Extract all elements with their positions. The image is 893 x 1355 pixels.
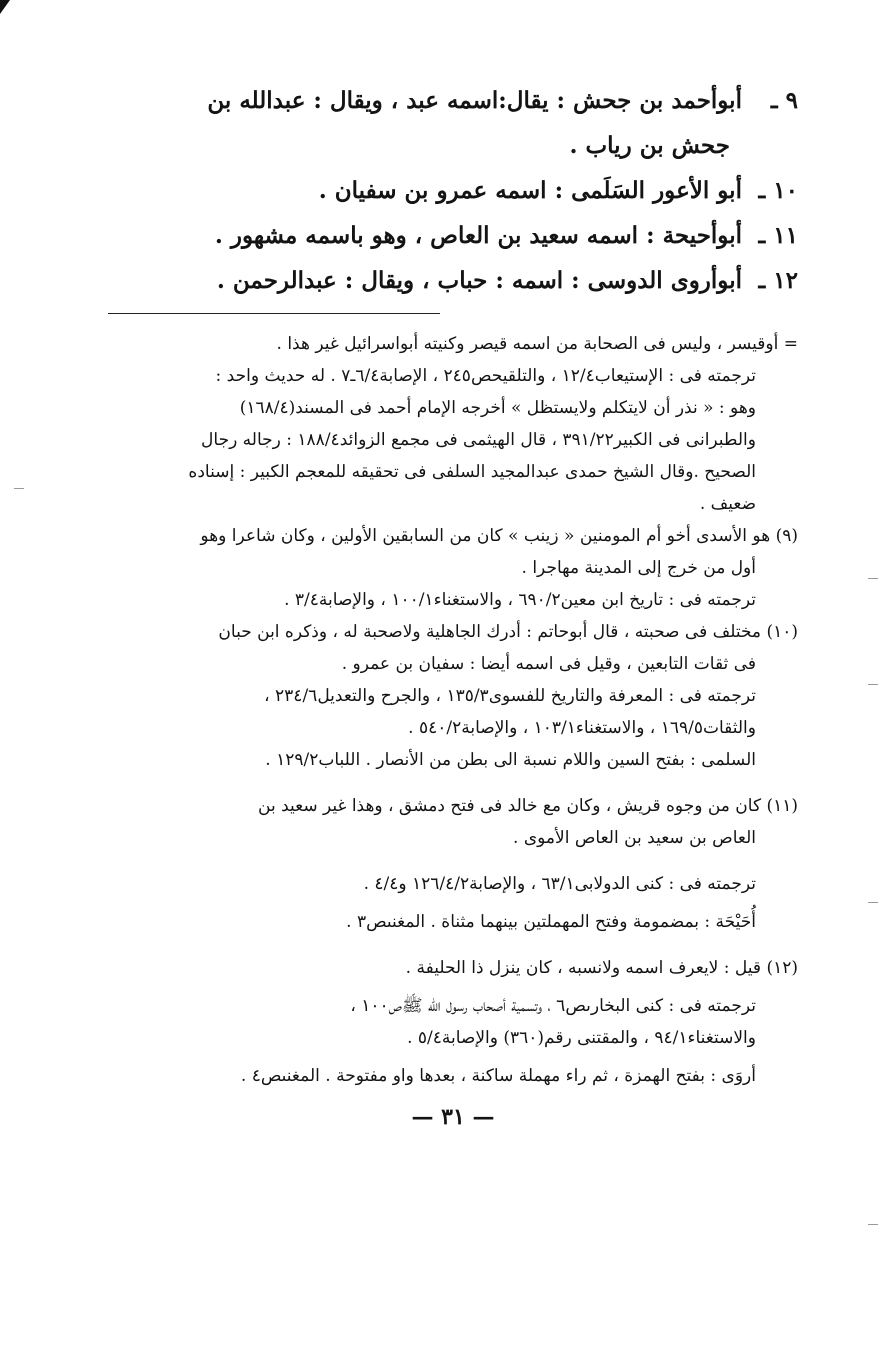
corner-mark [0, 0, 10, 14]
entry-text: أبو الأعور السَلَمى : اسمه عمرو بن سفيان . [318, 177, 742, 204]
footnote-line: قيل : لايعرف اسمه ولانسبه ، كان ينزل ذا الحليفة . [405, 958, 762, 978]
footnote-line: أوقيسر ، وليس فى الصحابة من اسمه قيصر وكنيته أبواسرائيل غير هذا . [276, 334, 779, 354]
entry-text: أبوأحيحة : اسمه سعيد بن العاص ، وهو باسمه مشهور . [214, 222, 742, 249]
book-page [108, 78, 798, 1130]
footnote-number: (٩) [775, 526, 798, 546]
footnote-11 [108, 790, 798, 938]
footnote-line: كان من وجوه قريش ، وكان مع خالد فى فتح دمشق ، وهذا غير سعيد بن [258, 796, 762, 816]
footnote-line: أروَى : بفتح الهمزة ، ثم راء مهملة ساكنة ، بعدها واو مفتوحة . المغنىص٤ . [240, 1066, 756, 1086]
footnote-9 [108, 520, 798, 616]
entry-number: ١١ ـ [758, 222, 798, 249]
footnote-12 [108, 952, 798, 1092]
footnote-line: والثقات١٦٩/٥ ، والاستغناء١٠٣/١ ، والإصابة٥٤٠/٢ . [408, 718, 756, 738]
margin-dash [868, 684, 878, 685]
margin-dash [868, 1224, 878, 1225]
entry-9 [108, 78, 798, 123]
footnote-line: ترجمته فى : كنى البخارىص٦ ، وتسمية أصحاب رسول الله ﷺص١٠٠ ، [350, 996, 756, 1016]
margin-dash [868, 902, 878, 903]
footnotes [108, 328, 798, 1092]
footnote-line: فى ثقات التابعين ، وقيل فى اسمه أيضا : سفيان بن عمرو . [341, 654, 756, 674]
entry-continuation: جحش بن رياب . [569, 132, 730, 159]
footnote-line: ترجمته فى : كنى الدولابى٦٣/١ ، والإصابة١٢٦/٤/٢ و٤/٤ . [363, 874, 756, 894]
entry-number: ١٠ ـ [758, 177, 798, 204]
footnote-first-line [108, 520, 798, 552]
footnote-number: (١٢) [766, 958, 798, 978]
entry-text: أبوأحمد بن جحش : يقال:اسمه عبد ، ويقال : عبدالله بن [207, 87, 742, 114]
footnote-line: ترجمته فى : الإستيعاب١٢/٤ ، والتلقيحص٢٤٥ ، الإصابة٦/٤ـ٧ . له حديث واحد : [215, 366, 756, 386]
continuation-marker: = [783, 334, 798, 354]
main-text [108, 78, 798, 303]
footnote-line: السلمى : بفتح السين واللام نسبة الى بطن من الأنصار . اللباب١٢٩/٢ . [265, 750, 756, 770]
entry-text: أبوأروى الدوسى : اسمه : حباب ، ويقال : عبدالرحمن . [216, 267, 742, 294]
footnote-line: مختلف فى صحبته ، قال أبوحاتم : أدرك الجاهلية ولاصحبة له ، وذكره ابن حبان [218, 622, 762, 642]
footnote-line: ضعيف . [699, 494, 756, 514]
footnote-line: أُحَيْحَة : بمضمومة وفتح المهملتين بينهما مثناة . المغنىص٣ . [346, 912, 756, 932]
footnote-line: والطبرانى فى الكبير٣٩١/٢٢ ، قال الهيثمى فى مجمع الزوائد١٨٨/٤ : رجاله رجال [201, 430, 756, 450]
footnote-line: هو الأسدى أخو أم المومنين « زينب » كان من السابقين الأولين ، وكان شاعرا وهو [200, 526, 771, 546]
entry-10 [108, 168, 798, 213]
footnote-line: العاص بن سعيد بن العاص الأموى . [513, 828, 756, 848]
footnote-line: ترجمته فى : المعرفة والتاريخ للفسوى١٣٥/٣ ، والجرح والتعديل٢٣٤/٦ ، [264, 686, 756, 706]
entry-number: ١٢ ـ [758, 267, 798, 294]
margin-dash [14, 488, 24, 489]
footnote-separator [108, 313, 440, 314]
footnote-line: وهو : « نذر أن لايتكلم ولايستظل » أخرجه الإمام أحمد فى المسند(١٦٨/٤) [239, 398, 756, 418]
footnote-line: ترجمته فى : تاريخ ابن معين٦٩٠/٢ ، والاستغناء١٠٠/١ ، والإصابة٣/٤ . [284, 590, 756, 610]
footnote-10 [108, 616, 798, 776]
page-number: — ٣١ — [411, 1104, 495, 1130]
continuation-first-line [108, 328, 798, 360]
margin-dash [868, 578, 878, 579]
footnote-line: الصحيح .وقال الشيخ حمدى عبدالمجيد السلفى فى تحقيقه للمعجم الكبير : إسناده [188, 462, 756, 482]
footnote-first-line [108, 952, 798, 984]
entry-12 [108, 258, 798, 303]
footnote-continuation [108, 328, 798, 520]
footnote-first-line [108, 616, 798, 648]
footnote-first-line [108, 790, 798, 822]
entry-11 [108, 213, 798, 258]
footnote-line: أول من خرج إلى المدينة مهاجرا . [521, 558, 756, 578]
footnote-number: (١١) [766, 796, 798, 816]
entry-number: ٩ ـ [770, 87, 798, 114]
footnote-line: والاستغناء٩٤/١ ، والمقتنى رقم(٣٦٠) والإصابة٥/٤ . [407, 1028, 756, 1048]
footnote-number: (١٠) [766, 622, 798, 642]
